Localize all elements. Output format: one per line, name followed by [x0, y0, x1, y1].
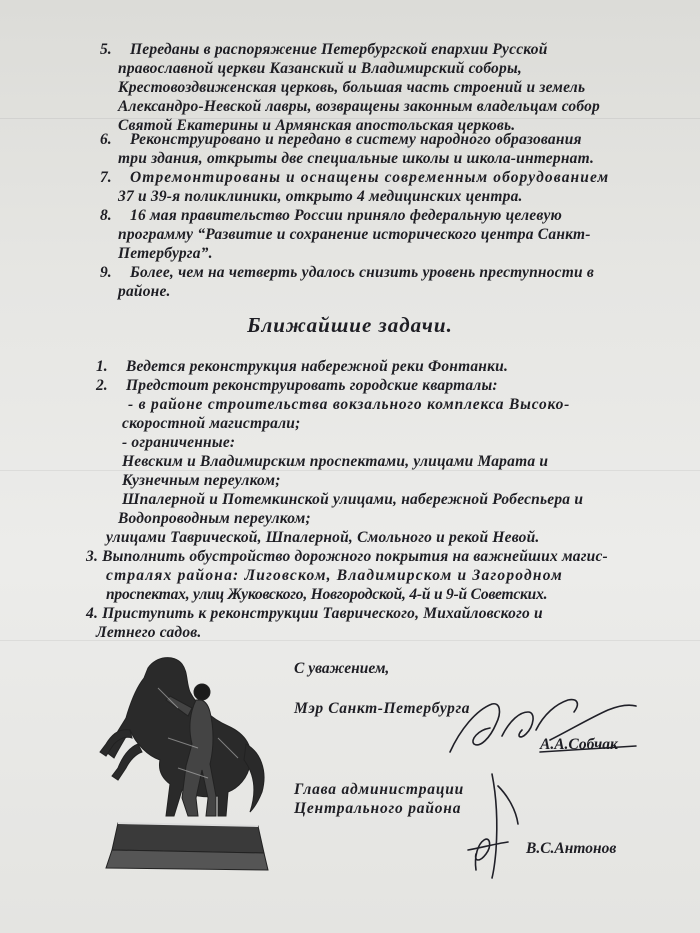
- task-text: 4. Приступить к реконструкции Таврического, Михайловского и: [86, 605, 543, 622]
- item-text: три здания, открыты две специальные школы и школа-интернат.: [118, 150, 595, 167]
- task-text: Предстоит реконструировать городские кварталы:: [126, 377, 498, 394]
- item-text: Святой Екатерины и Армянская апостольская церковь.: [118, 117, 516, 134]
- item-text: Александро-Невской лавры, возвращены законным владельцам собор: [118, 98, 600, 115]
- task-subtext: - ограниченные:: [122, 434, 236, 451]
- task-subtext: Шпалерной и Потемкинской улицами, набережной Робеспьера и: [122, 491, 584, 508]
- item-text: Реконструировано и передано в систему народного образования: [130, 131, 582, 148]
- item-number: 6.: [100, 131, 112, 148]
- head-title-line1: Глава администрации: [294, 781, 465, 798]
- task-subtext: Водопроводным переулком;: [118, 510, 311, 527]
- item-text: православной церкви Казанский и Владимирский соборы,: [118, 60, 522, 77]
- mayor-name: А.А.Собчак: [540, 736, 618, 753]
- item-number: 5.: [100, 41, 112, 58]
- section-heading: Ближайшие задачи.: [247, 313, 453, 337]
- item-text: 16 мая правительство России приняло федеральную целевую: [130, 207, 563, 224]
- item-number: 8.: [100, 207, 112, 224]
- item-text: Переданы в распоряжение Петербургской епархии Русской: [130, 41, 548, 58]
- task-number: 2.: [96, 377, 108, 394]
- mayor-title: Мэр Санкт-Петербурга: [294, 700, 471, 717]
- item-text: Более, чем на четверть удалось снизить уровень преступности в: [130, 264, 595, 281]
- task-text: Летнего садов.: [96, 624, 202, 641]
- task-text: стралях района: Лиговском, Владимирском и Загородном: [106, 567, 563, 584]
- item-text: Отремонтированы и оснащены современным оборудованием: [130, 169, 610, 186]
- item-text: Петербурга”.: [118, 245, 213, 262]
- item-text: Крестовоздвиженская церковь, большая часть строений и земель: [118, 79, 586, 96]
- head-name: В.С.Антонов: [526, 840, 617, 857]
- task-number: 1.: [96, 358, 108, 375]
- horse-tamer-statue-image: [78, 648, 278, 872]
- item-text: программу “Развитие и сохранение исторического центра Санкт-: [118, 226, 591, 243]
- task-text: Ведется реконструкция набережной реки Фонтанки.: [126, 358, 509, 375]
- item-text: 37 и 39-я поликлиники, открыто 4 медицинских центра.: [118, 188, 523, 205]
- item-number: 9.: [100, 264, 112, 281]
- closing-regards: С уважением,: [294, 660, 390, 677]
- task-subtext: Кузнечным переулком;: [122, 472, 281, 489]
- head-title-line2: Центрального района: [294, 800, 462, 817]
- task-subtext: Невским и Владимирским проспектами, улицами Марата и: [122, 453, 549, 470]
- task-subtext: скоростной магистрали;: [122, 415, 301, 432]
- task-subtext: улицами Таврической, Шпалерной, Смольного и рекой Невой.: [106, 529, 540, 546]
- task-text: проспектах, улиц Жуковского, Новгородской, 4-й и 9-й Советских.: [106, 586, 548, 603]
- item-text: районе.: [118, 283, 171, 300]
- head-signature: [462, 770, 532, 882]
- task-subtext: - в районе строительства вокзального комплекса Высоко-: [128, 396, 571, 413]
- item-number: 7.: [100, 169, 112, 186]
- task-text: 3. Выполнить обустройство дорожного покрытия на важнейших магис-: [86, 548, 608, 565]
